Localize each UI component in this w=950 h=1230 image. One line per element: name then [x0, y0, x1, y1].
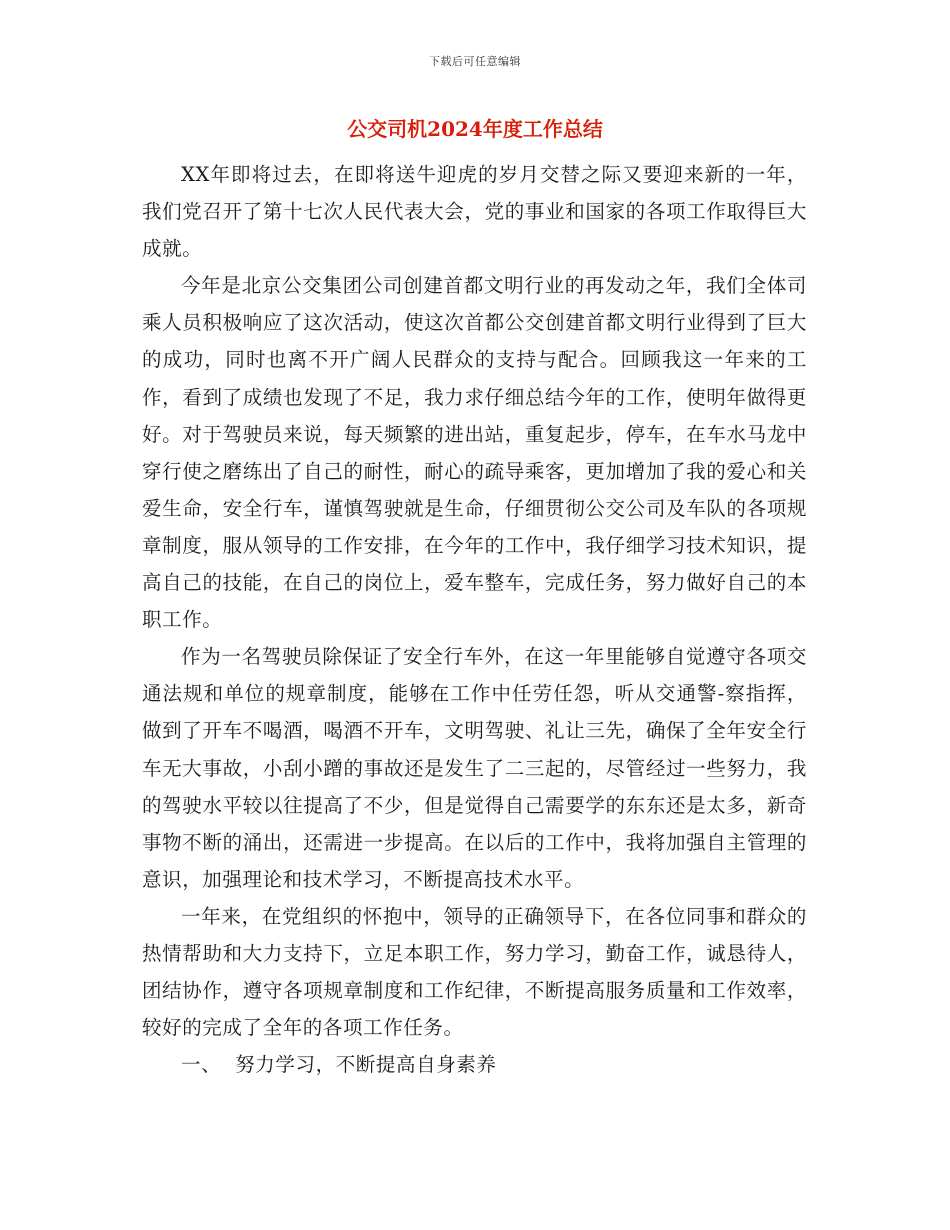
paragraph-annual-summary: 一年来，在党组织的怀抱中，领导的正确领导下，在各位同事和群众的热情帮助和大力支持下，立足本职工作，努力学习，勤奋工作，诚恳待人，团结协作，遵守各项规章制度和工作纪律，不断提高服务质量和工作效率，较好的完成了全年的各项工作任务。: [142, 904, 807, 1040]
document-body: [142, 156, 807, 1083]
section-heading-text: 努力学习，不断提高自身素养: [235, 1053, 497, 1077]
document-title: 公交司机2024年度工作总结: [347, 117, 603, 141]
section-heading-number: 一、: [181, 1053, 222, 1077]
section-heading: [142, 1046, 807, 1083]
paragraph-work-review: 今年是北京公交集团公司创建首都文明行业的再发动之年，我们全体司乘人员积极响应了这次活动，使这次首都公交创建首都文明行业得到了巨大的成功，同时也离不开广阔人民群众的支持与配合。回顾我这一年来的工作，看到了成绩也发现了不足，我力求仔细总结今年的工作，使明年做得更好。对于驾驶员来说，每天频繁的进出站，重复起步，停车，在车水马龙中穿行使之磨练出了自己的耐性，耐心的疏导乘客，更加增加了我的爱心和关爱生命，安全行车，谨慎驾驶就是生命，仔细贯彻公交公司及车队的各项规章制度，服从领导的工作安排，在今年的工作中，我仔细学习技术知识，提高自己的技能，在自己的岗位上，爱车整车，完成任务，努力做好自己的本职工作。: [142, 274, 807, 632]
paragraph-intro: XX年即将过去，在即将送牛迎虎的岁月交替之际又要迎来新的一年，我们党召开了第十七次人民代表大会，党的事业和国家的各项工作取得巨大成就。: [142, 163, 807, 261]
paragraph-safe-driving: 作为一名驾驶员除保证了安全行车外，在这一年里能够自觉遵守各项交通法规和单位的规章制度，能够在工作中任劳任怨，听从交通警-察指挥，做到了开车不喝酒，喝酒不开车，文明驾驶、礼让三先，确保了全年安全行车无大事故，小刮小蹭的事故还是发生了二三起的，尽管经过一些努力，我的驾驶水平较以往提高了不少，但是觉得自己需要学的东东还是太多，新奇事物不断的涌出，还需进一步提高。在以后的工作中，我将加强自主管理的意识，加强理论和技术学习，不断提高技术水平。: [142, 645, 807, 891]
page-header-note: 下载后可任意编辑: [429, 55, 521, 68]
